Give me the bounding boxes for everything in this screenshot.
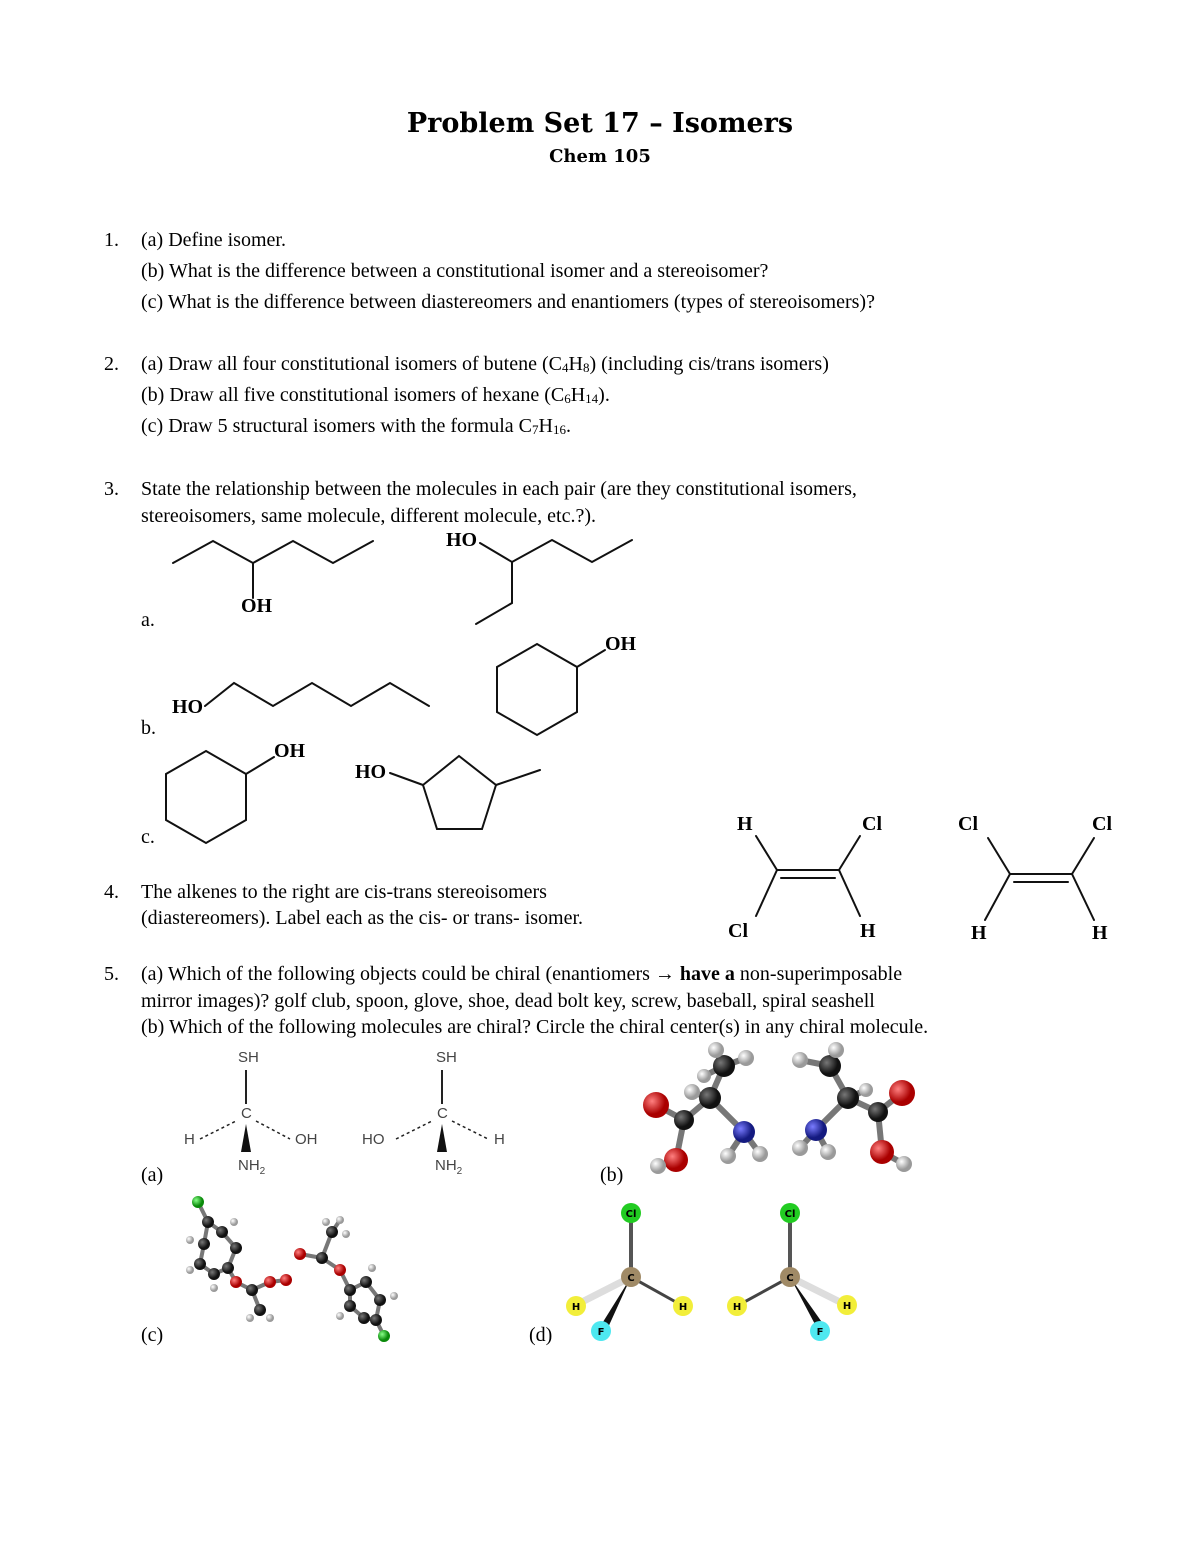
q4-a1-h-top: H <box>737 813 753 835</box>
q3a-oh-label: OH <box>241 595 273 617</box>
q5-label-a: (a) <box>141 1164 164 1186</box>
q3c-ho-label: HO <box>355 761 387 783</box>
q3-number: 3. <box>104 478 119 500</box>
q5d-molecule-2 <box>727 1203 857 1341</box>
q5d-m2-h1: H <box>732 1302 742 1313</box>
page-title: Problem Set 17 – Isomers <box>406 108 794 139</box>
q5d-m1-h2: H <box>678 1302 688 1313</box>
q5d-m1-c: C <box>627 1273 635 1284</box>
q5a-m1-nh2: $NH_2$ <box>238 1157 266 1177</box>
q5-label-d: (d) <box>529 1324 553 1346</box>
q4-a2-h-bottom-right: H <box>1092 922 1108 944</box>
q5a-m1-c: C <box>241 1105 252 1122</box>
q4-a1-cl-top: Cl <box>862 813 882 835</box>
q2-part-b: (b) Draw all five constitutional isomers of hexane $(C_6H_{14})$. <box>141 384 610 406</box>
q5a-m1-sh: SH <box>238 1049 259 1066</box>
q3a-molecule-2 <box>446 529 632 624</box>
q5a-m2-h: H <box>494 1131 505 1148</box>
q5-label-b: (b) <box>600 1164 624 1186</box>
q4-line-2: (diastereomers). Label each as the cis- or trans- isomer. <box>141 907 584 929</box>
q5d-molecule-1 <box>566 1203 693 1341</box>
q5c-ball-stick-pair <box>186 1196 398 1342</box>
q3a-molecule-1 <box>173 541 373 617</box>
q5d-m2-c: C <box>786 1273 794 1284</box>
q4-number: 4. <box>104 881 119 903</box>
q5a-m1-h: H <box>184 1131 195 1148</box>
q4-a1-cl-bottom: Cl <box>728 920 748 942</box>
q4-alkene-2 <box>958 813 1112 944</box>
q5d-m1-cl: Cl <box>625 1209 637 1220</box>
q5-part-a: (a) Which of the following objects could be chiral (enantiomers → have a non-superimposable <box>141 963 903 985</box>
q2-number: 2. <box>104 353 119 375</box>
q3-line-2: stereoisomers, same molecule, different molecule, etc.?). <box>141 505 596 527</box>
q4-a1-h-bottom: H <box>860 920 876 942</box>
q3-label-b: b. <box>141 717 156 739</box>
q5d-m1-h1: H <box>571 1302 581 1313</box>
q5d-m2-h2: H <box>842 1301 852 1312</box>
q3b-molecule-2 <box>497 633 637 735</box>
q5a-molecule-2 <box>362 1049 505 1177</box>
q5-label-c: (c) <box>141 1324 164 1346</box>
q3-line-1: State the relationship between the molecules in each pair (are they constitutional isomers, <box>141 478 857 500</box>
q3-label-a: a. <box>141 609 155 631</box>
q5a-m2-sh: SH <box>436 1049 457 1066</box>
q5a-m2-ho: HO <box>362 1131 385 1148</box>
q4-a2-cl-top-left: Cl <box>958 813 978 835</box>
q1-number: 1. <box>104 229 119 251</box>
q5d-m1-f: F <box>597 1327 605 1338</box>
q2-part-a: (a) Draw all four constitutional isomers of butene $(C_4H_8)$ (including cis/trans isomers) <box>141 353 829 375</box>
q4-line-1: The alkenes to the right are cis-trans stereoisomers <box>141 881 547 903</box>
q5b-ball-stick-pair <box>643 1042 915 1174</box>
q5a-m2-nh2: $NH_2$ <box>435 1157 463 1177</box>
page-subtitle: Chem 105 <box>549 146 651 167</box>
q5d-m2-cl: Cl <box>784 1209 796 1220</box>
q5-part-b: (b) Which of the following molecules are chiral? Circle the chiral center(s) in any chiral molecule. <box>141 1016 929 1038</box>
q3-label-c: c. <box>141 826 155 848</box>
q5a-molecule-1 <box>184 1049 318 1177</box>
arrow-icon: → <box>654 963 675 985</box>
q4-alkene-1 <box>728 813 882 942</box>
q1-part-a: (a) Define isomer. <box>141 229 286 251</box>
q3a-ho-label: HO <box>446 529 478 551</box>
q3c-molecule-1 <box>166 740 306 843</box>
q3c-oh-label: OH <box>274 740 306 762</box>
q5-line-2: mirror images)? golf club, spoon, glove, shoe, dead bolt key, screw, baseball, spiral seashell <box>141 990 875 1012</box>
q3b-oh-label: OH <box>605 633 637 655</box>
q5a-m2-c: C <box>437 1105 448 1122</box>
q3b-ho-label: HO <box>172 696 204 718</box>
q1-part-b: (b) What is the difference between a constitutional isomer and a stereoisomer? <box>141 260 769 282</box>
q3c-molecule-2 <box>355 756 540 829</box>
q2-part-c: (c) Draw 5 structural isomers with the formula $C_7H_{16}$. <box>141 415 571 437</box>
q3b-molecule-1 <box>172 683 429 718</box>
q4-a2-cl-top-right: Cl <box>1092 813 1112 835</box>
q1-part-c: (c) What is the difference between diastereomers and enantiomers (types of stereoisomers)? <box>141 291 875 313</box>
q5a-m1-oh: OH <box>295 1131 318 1148</box>
q4-a2-h-bottom-left: H <box>971 922 987 944</box>
q5d-m2-f: F <box>816 1327 824 1338</box>
q5-number: 5. <box>104 963 119 985</box>
